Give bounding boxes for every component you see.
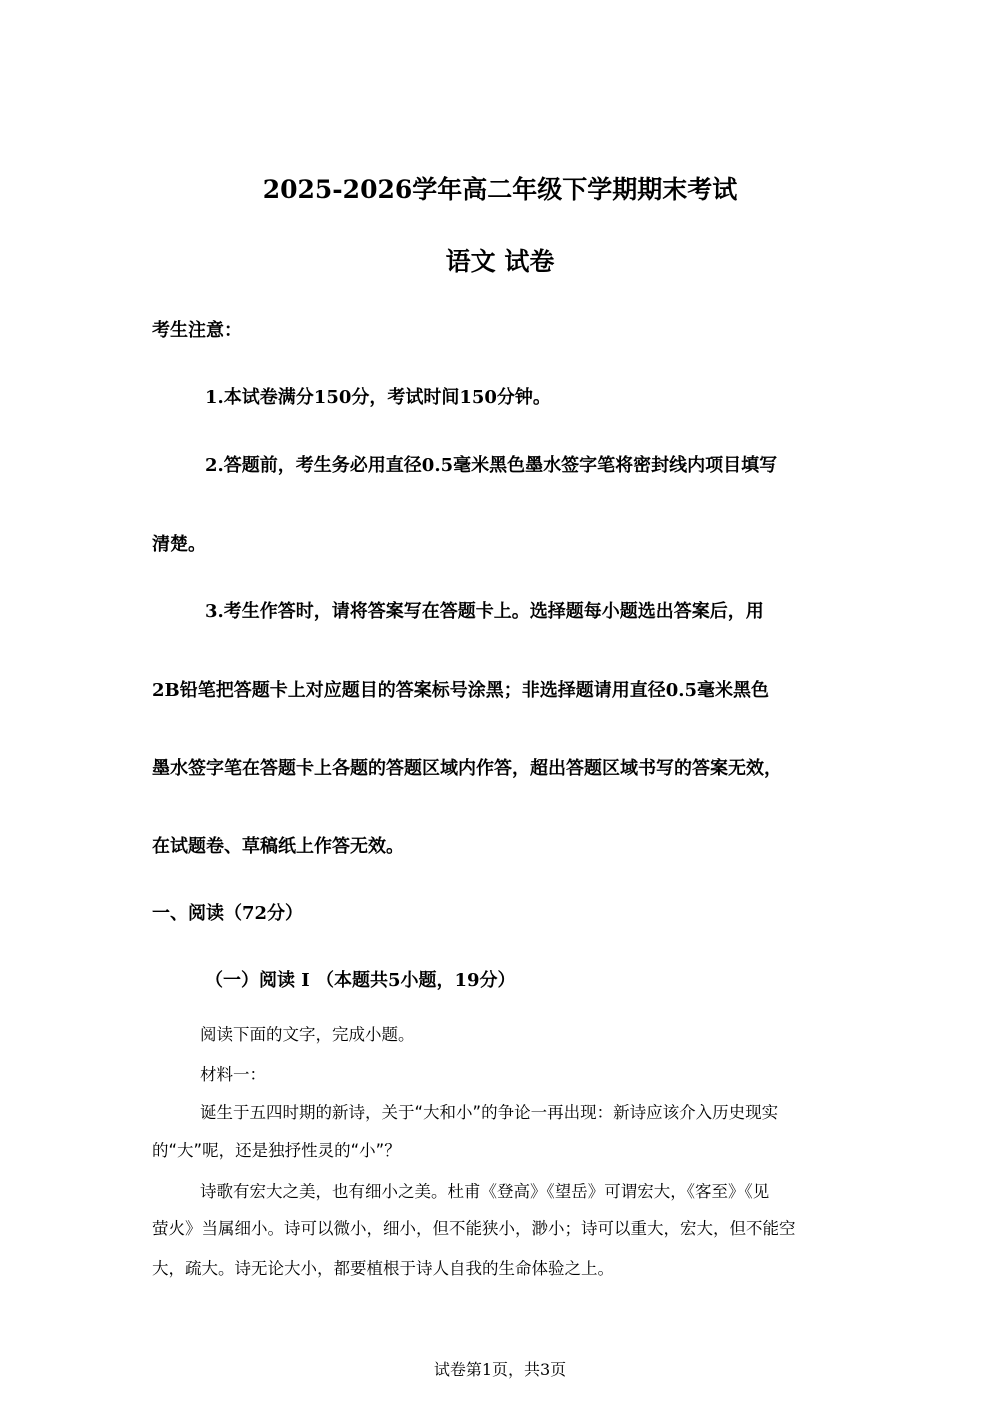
notice-item-3-line-1: 3.考生作答时，请将答案写在答题卡上。选择题每小题选出答案后，用 xyxy=(205,601,764,622)
paragraph-1-line-2: 的“大”呢，还是独抒性灵的“小”？ xyxy=(152,1141,401,1160)
paragraph-2-line-1: 诗歌有宏大之美，也有细小之美。杜甫《登高》《望岳》可谓宏大，《客至》《见 xyxy=(200,1182,770,1201)
notice-item-3-line-4: 在试题卷、草稿纸上作答无效。 xyxy=(152,836,404,857)
subsection-heading: （一）阅读 I （本题共5小题，19分） xyxy=(205,970,516,991)
page-footer: 试卷第1页，共3页 xyxy=(433,1360,567,1379)
notice-heading: 考生注意： xyxy=(152,320,242,341)
exam-title: 2025-2026学年高二年级下学期期末考试 xyxy=(262,175,738,204)
material-label: 材料一： xyxy=(200,1065,266,1084)
instruction-text: 阅读下面的文字，完成小题。 xyxy=(200,1025,415,1044)
notice-item-2-line-2: 清楚。 xyxy=(152,534,206,555)
paragraph-2-line-2: 萤火》当属细小。诗可以微小，细小，但不能狭小，渺小；诗可以重大，宏大，但不能空 xyxy=(152,1219,796,1238)
paragraph-1-line-1: 诞生于五四时期的新诗，关于“大和小”的争论一再出现：新诗应该介入历史现实 xyxy=(200,1103,779,1122)
notice-item-3-line-3: 墨水签字笔在答题卡上各题的答题区域内作答，超出答题区域书写的答案无效， xyxy=(152,758,782,779)
notice-item-3-line-2: 2B铅笔把答题卡上对应题目的答案标号涂黑；非选择题请用直径0.5毫米黑色 xyxy=(152,680,770,701)
exam-subtitle: 语文 试卷 xyxy=(445,247,555,276)
notice-item-2-line-1: 2.答题前，考生务必用直径0.5毫米黑色墨水签字笔将密封线内项目填写 xyxy=(205,455,778,476)
notice-item-1: 1.本试卷满分150分，考试时间150分钟。 xyxy=(205,387,551,408)
paragraph-2-line-3: 大，疏大。诗无论大小，都要植根于诗人自我的生命体验之上。 xyxy=(152,1259,614,1278)
section-heading: 一、阅读（72分） xyxy=(152,903,304,924)
